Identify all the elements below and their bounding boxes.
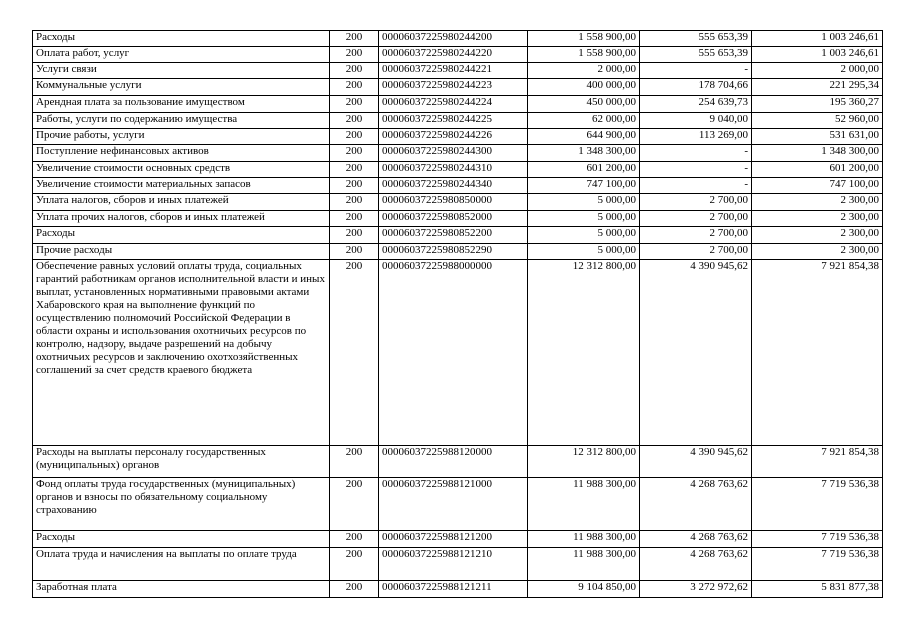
table-row <box>33 244 883 260</box>
row-remaining-amount: 7 719 536,38 <box>752 531 883 548</box>
row-line-code: 200 <box>330 260 379 446</box>
row-classification-code: 00006037225980850000 <box>379 194 528 211</box>
row-approved-amount: 11 988 300,00 <box>528 478 640 531</box>
row-approved-amount: 5 000,00 <box>528 194 640 211</box>
row-remaining-amount: 221 295,34 <box>752 79 883 96</box>
row-approved-amount: 9 104 850,00 <box>528 581 640 598</box>
row-remaining-amount: 2 000,00 <box>752 63 883 79</box>
row-executed-amount: 9 040,00 <box>640 113 752 129</box>
row-name: Обеспечение равных условий оплаты труда, социальных гарантий работникам органов исполнительной власти и иных выплат, установленных нормативными правовыми актами Хабаровского края на выполнение функций по осуществлению полномочий Российской Федерации в области охраны и использования охотничьих ресурсов по контролю, надзору, выдаче разрешений на добычу охотничьих ресурсов и заключению охотхозяйственных соглашений за счет средств краевого бюджета <box>33 260 330 446</box>
row-executed-amount: 113 269,00 <box>640 129 752 145</box>
row-line-code: 200 <box>330 581 379 598</box>
row-approved-amount: 1 348 300,00 <box>528 145 640 162</box>
row-classification-code: 00006037225980852290 <box>379 244 528 260</box>
table-row <box>33 581 883 598</box>
row-remaining-amount: 2 300,00 <box>752 211 883 227</box>
row-name: Расходы на выплаты персоналу государственных (муниципальных) органов <box>33 446 330 478</box>
row-remaining-amount: 5 831 877,38 <box>752 581 883 598</box>
row-approved-amount: 747 100,00 <box>528 178 640 194</box>
row-executed-amount: - <box>640 178 752 194</box>
table-row <box>33 194 883 211</box>
row-line-code: 200 <box>330 178 379 194</box>
row-remaining-amount: 7 921 854,38 <box>752 446 883 478</box>
table-row <box>33 47 883 63</box>
budget-execution-table <box>32 30 883 598</box>
row-executed-amount: - <box>640 162 752 178</box>
row-name: Расходы <box>33 531 330 548</box>
row-remaining-amount: 1 348 300,00 <box>752 145 883 162</box>
row-name: Фонд оплаты труда государственных (муниципальных) органов и взносы по обязательному социальному страхованию <box>33 478 330 531</box>
row-line-code: 200 <box>330 531 379 548</box>
row-approved-amount: 11 988 300,00 <box>528 531 640 548</box>
table-row <box>33 446 883 478</box>
table-row <box>33 31 883 47</box>
row-classification-code: 00006037225980244225 <box>379 113 528 129</box>
row-line-code: 200 <box>330 162 379 178</box>
row-line-code: 200 <box>330 548 379 581</box>
row-approved-amount: 1 558 900,00 <box>528 31 640 47</box>
table-row <box>33 145 883 162</box>
row-name: Коммунальные услуги <box>33 79 330 96</box>
table-row <box>33 260 883 446</box>
table-row <box>33 113 883 129</box>
table-row <box>33 211 883 227</box>
row-remaining-amount: 1 003 246,61 <box>752 31 883 47</box>
row-approved-amount: 450 000,00 <box>528 96 640 113</box>
row-approved-amount: 5 000,00 <box>528 244 640 260</box>
row-approved-amount: 62 000,00 <box>528 113 640 129</box>
row-classification-code: 00006037225980244200 <box>379 31 528 47</box>
row-executed-amount: 4 390 945,62 <box>640 260 752 446</box>
row-executed-amount: 4 268 763,62 <box>640 548 752 581</box>
row-executed-amount: 2 700,00 <box>640 227 752 244</box>
row-classification-code: 00006037225980852200 <box>379 227 528 244</box>
table-row <box>33 531 883 548</box>
table-row <box>33 548 883 581</box>
row-name: Арендная плата за пользование имуществом <box>33 96 330 113</box>
row-executed-amount: 4 268 763,62 <box>640 531 752 548</box>
row-line-code: 200 <box>330 31 379 47</box>
row-line-code: 200 <box>330 96 379 113</box>
row-executed-amount: 2 700,00 <box>640 194 752 211</box>
row-remaining-amount: 1 003 246,61 <box>752 47 883 63</box>
row-remaining-amount: 2 300,00 <box>752 194 883 211</box>
row-executed-amount: 4 268 763,62 <box>640 478 752 531</box>
table-row <box>33 478 883 531</box>
row-executed-amount: 178 704,66 <box>640 79 752 96</box>
row-executed-amount: 555 653,39 <box>640 31 752 47</box>
row-classification-code: 00006037225980244226 <box>379 129 528 145</box>
row-executed-amount: - <box>640 63 752 79</box>
row-remaining-amount: 7 719 536,38 <box>752 478 883 531</box>
row-remaining-amount: 2 300,00 <box>752 244 883 260</box>
table-row <box>33 79 883 96</box>
row-line-code: 200 <box>330 244 379 260</box>
row-executed-amount: 2 700,00 <box>640 211 752 227</box>
row-remaining-amount: 52 960,00 <box>752 113 883 129</box>
row-classification-code: 00006037225988121211 <box>379 581 528 598</box>
row-classification-code: 00006037225980852000 <box>379 211 528 227</box>
row-line-code: 200 <box>330 63 379 79</box>
row-name: Расходы <box>33 227 330 244</box>
row-name: Прочие расходы <box>33 244 330 260</box>
row-line-code: 200 <box>330 194 379 211</box>
row-classification-code: 00006037225980244310 <box>379 162 528 178</box>
table-row <box>33 129 883 145</box>
table-row <box>33 162 883 178</box>
row-approved-amount: 12 312 800,00 <box>528 446 640 478</box>
row-line-code: 200 <box>330 446 379 478</box>
row-classification-code: 00006037225980244340 <box>379 178 528 194</box>
row-remaining-amount: 531 631,00 <box>752 129 883 145</box>
row-name: Прочие работы, услуги <box>33 129 330 145</box>
row-classification-code: 00006037225980244224 <box>379 96 528 113</box>
row-name: Оплата труда и начисления на выплаты по оплате труда <box>33 548 330 581</box>
row-line-code: 200 <box>330 129 379 145</box>
row-name: Услуги связи <box>33 63 330 79</box>
row-approved-amount: 5 000,00 <box>528 227 640 244</box>
row-executed-amount: 4 390 945,62 <box>640 446 752 478</box>
row-classification-code: 00006037225980244220 <box>379 47 528 63</box>
row-line-code: 200 <box>330 47 379 63</box>
table-row <box>33 227 883 244</box>
row-line-code: 200 <box>330 227 379 244</box>
row-line-code: 200 <box>330 211 379 227</box>
row-name: Расходы <box>33 31 330 47</box>
table-row <box>33 63 883 79</box>
row-executed-amount: 2 700,00 <box>640 244 752 260</box>
row-approved-amount: 601 200,00 <box>528 162 640 178</box>
row-name: Уплата налогов, сборов и иных платежей <box>33 194 330 211</box>
row-remaining-amount: 2 300,00 <box>752 227 883 244</box>
row-remaining-amount: 195 360,27 <box>752 96 883 113</box>
row-approved-amount: 1 558 900,00 <box>528 47 640 63</box>
row-line-code: 200 <box>330 113 379 129</box>
row-line-code: 200 <box>330 145 379 162</box>
row-approved-amount: 400 000,00 <box>528 79 640 96</box>
row-classification-code: 00006037225980244300 <box>379 145 528 162</box>
row-name: Увеличение стоимости основных средств <box>33 162 330 178</box>
table-body <box>33 31 883 598</box>
row-approved-amount: 11 988 300,00 <box>528 548 640 581</box>
row-approved-amount: 644 900,00 <box>528 129 640 145</box>
row-name: Поступление нефинансовых активов <box>33 145 330 162</box>
row-classification-code: 00006037225988121210 <box>379 548 528 581</box>
row-classification-code: 00006037225980244221 <box>379 63 528 79</box>
row-executed-amount: 254 639,73 <box>640 96 752 113</box>
table-row <box>33 178 883 194</box>
row-remaining-amount: 747 100,00 <box>752 178 883 194</box>
row-approved-amount: 5 000,00 <box>528 211 640 227</box>
row-remaining-amount: 7 921 854,38 <box>752 260 883 446</box>
row-line-code: 200 <box>330 478 379 531</box>
row-name: Оплата работ, услуг <box>33 47 330 63</box>
row-classification-code: 00006037225988000000 <box>379 260 528 446</box>
row-name: Заработная плата <box>33 581 330 598</box>
row-name: Увеличение стоимости материальных запасов <box>33 178 330 194</box>
row-remaining-amount: 7 719 536,38 <box>752 548 883 581</box>
row-executed-amount: 555 653,39 <box>640 47 752 63</box>
row-classification-code: 00006037225988120000 <box>379 446 528 478</box>
row-classification-code: 00006037225980244223 <box>379 79 528 96</box>
row-line-code: 200 <box>330 79 379 96</box>
row-approved-amount: 12 312 800,00 <box>528 260 640 446</box>
row-classification-code: 00006037225988121000 <box>379 478 528 531</box>
row-name: Работы, услуги по содержанию имущества <box>33 113 330 129</box>
row-executed-amount: 3 272 972,62 <box>640 581 752 598</box>
report-page <box>32 30 879 598</box>
row-remaining-amount: 601 200,00 <box>752 162 883 178</box>
row-classification-code: 00006037225988121200 <box>379 531 528 548</box>
row-name: Уплата прочих налогов, сборов и иных платежей <box>33 211 330 227</box>
table-row <box>33 96 883 113</box>
row-executed-amount: - <box>640 145 752 162</box>
row-approved-amount: 2 000,00 <box>528 63 640 79</box>
